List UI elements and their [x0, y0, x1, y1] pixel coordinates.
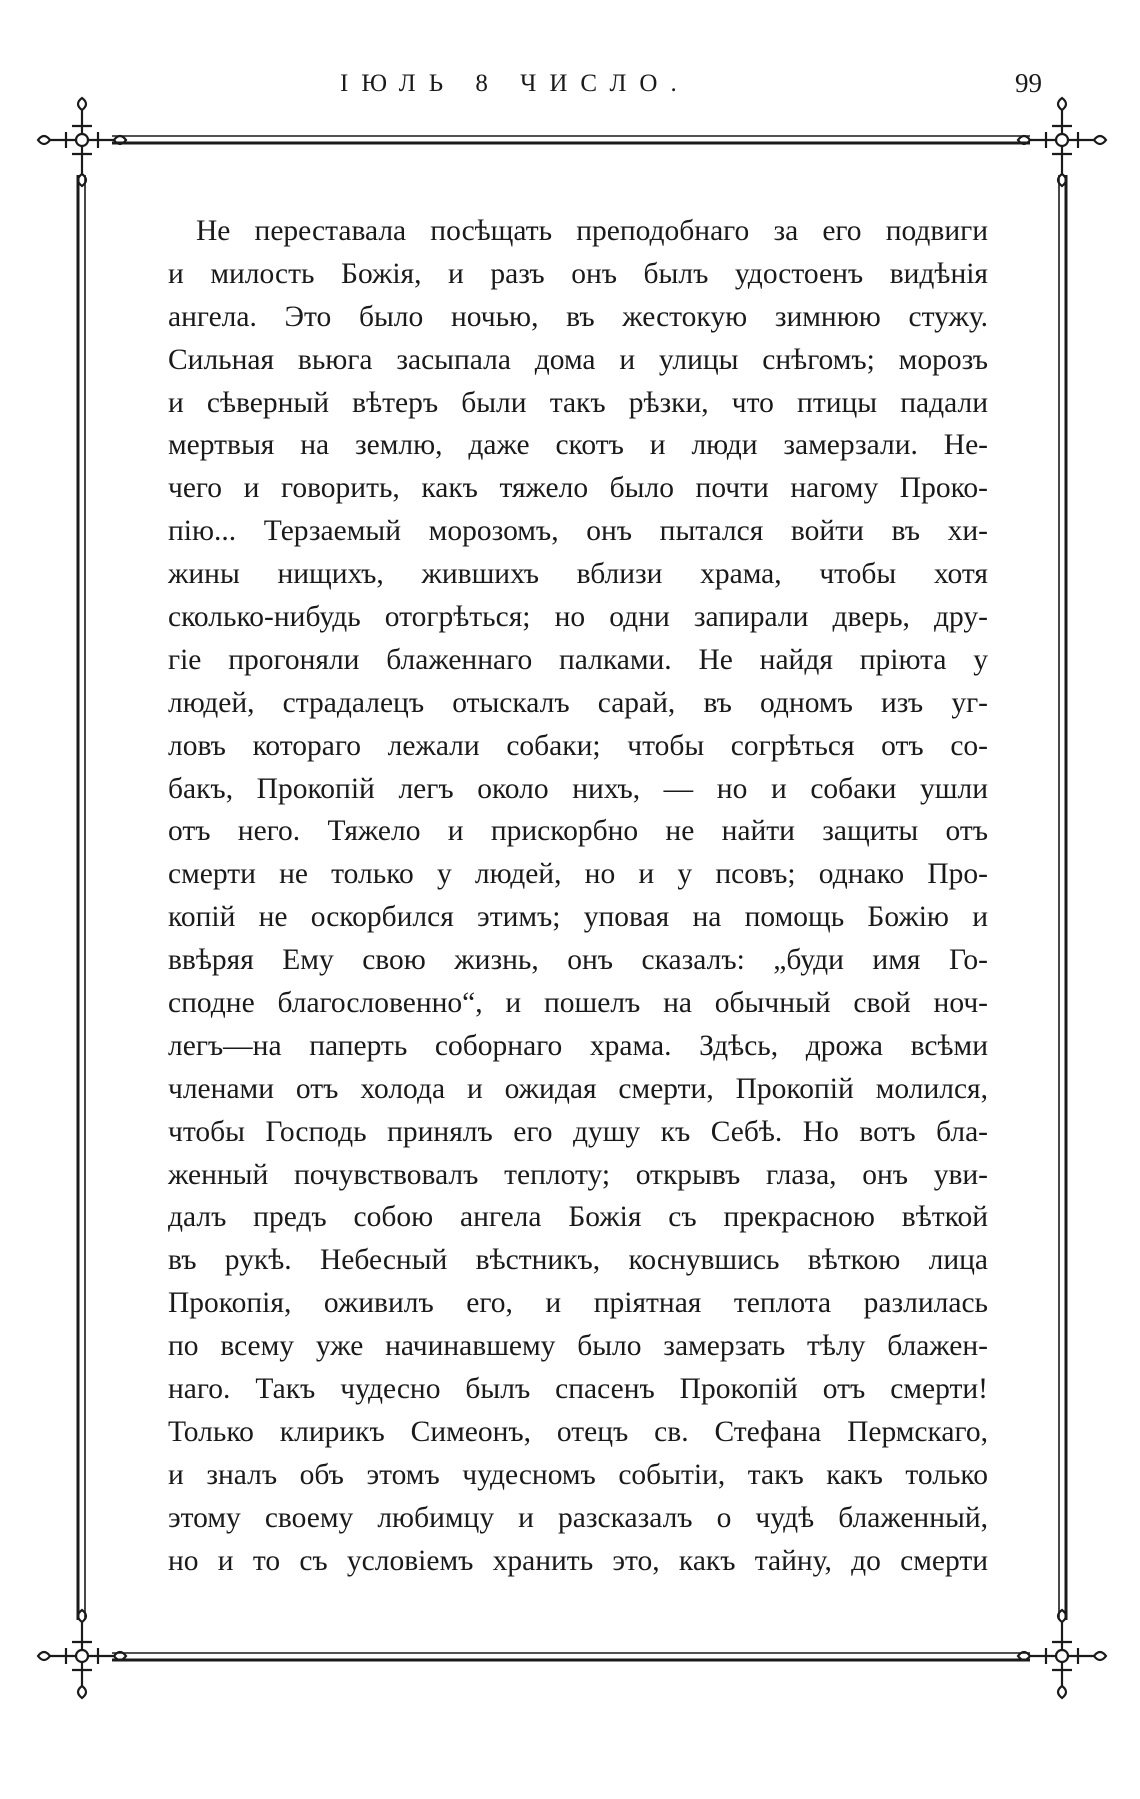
text-line: Сильная вьюга засыпала дома и улицы снѣгомъ; морозъ: [168, 343, 988, 376]
text-line: Только клирикъ Симеонъ, отецъ св. Стефана Пермскаго,: [168, 1415, 988, 1448]
text-line: людей, страдалецъ отыскалъ сарай, въ одномъ изъ уг-: [168, 686, 988, 719]
text-line: наго. Такъ чудесно былъ спасенъ Прокопій отъ смерти!: [168, 1373, 988, 1406]
cross-flourish-icon: [38, 1610, 126, 1698]
text-line: въ рукѣ. Небесный вѣстникъ, коснувшись вѣткою лица: [168, 1244, 988, 1277]
text-line: ангела. Это было ночью, въ жестокую зимнюю стужу.: [168, 300, 988, 333]
text-line: сколько-нибудь отогрѣться; но одни запирали дверь, дру-: [168, 601, 988, 634]
text-line: далъ предъ собою ангела Божія съ прекрасною вѣткой: [168, 1201, 988, 1234]
body-text: [168, 210, 988, 1583]
text-line: Прокопія, оживилъ его, и пріятная теплота разлилась: [168, 1287, 988, 1320]
text-line: чтобы Господь принялъ его душу къ Себѣ. Но вотъ бла-: [168, 1115, 988, 1148]
text-line: легъ—на паперть соборнаго храма. Здѣсь, дрожа всѣми: [168, 1029, 988, 1062]
cross-flourish-icon: [1018, 98, 1106, 186]
text-line: гіе прогоняли блаженнаго палками. Не найдя пріюта у: [168, 643, 988, 676]
text-line: ловъ котораго лежали собаки; чтобы согрѣться отъ со-: [168, 729, 988, 762]
text-line: сподне благословенно“, и пошелъ на обычный свой ноч-: [168, 987, 988, 1020]
text-line: но и то съ условіемъ хранить это, какъ тайну, до смерти: [168, 1544, 988, 1577]
text-line: отъ него. Тяжело и прискорбно не найти защиты отъ: [168, 815, 988, 848]
text-line: по всему уже начинавшему было замерзать тѣлу блажен-: [168, 1330, 988, 1363]
text-line: женный почувствовалъ теплоту; открывъ глаза, онъ уви-: [168, 1158, 988, 1191]
text-line: ввѣряя Ему свою жизнь, онъ сказалъ: „буди имя Го-: [168, 944, 988, 977]
text-line: членами отъ холода и ожидая смерти, Прокопій молился,: [168, 1072, 988, 1105]
text-line: и зналъ объ этомъ чудесномъ событіи, такъ какъ только: [168, 1458, 988, 1491]
text-line: и милость Божія, и разъ онъ былъ удостоенъ видѣнія: [168, 257, 988, 290]
text-line: смерти не только у людей, но и у псовъ; однако Про-: [168, 858, 988, 891]
cross-flourish-icon: [1018, 1610, 1106, 1698]
page-number: 99: [1015, 68, 1042, 98]
text-line: пію... Терзаемый морозомъ, онъ пытался войти въ хи-: [168, 515, 988, 548]
text-line: чего и говорить, какъ тяжело было почти нагому Проко-: [168, 472, 988, 505]
text-line: и сѣверный вѣтеръ были такъ рѣзки, что птицы падали: [168, 386, 988, 419]
running-title: ІЮЛЬ 8 ЧИСЛО.: [340, 70, 690, 97]
text-line: мертвыя на землю, даже скотъ и люди замерзали. Не-: [168, 429, 988, 462]
text-line: жины нищихъ, жившихъ вблизи храма, чтобы хотя: [168, 558, 988, 591]
text-line: Не переставала посѣщать преподобнаго за его подвиги: [196, 215, 988, 247]
text-line: бакъ, Прокопій легъ около нихъ, — но и собаки ушли: [168, 772, 988, 805]
text-line: этому своему любимцу и разсказалъ о чудѣ блаженный,: [168, 1501, 988, 1534]
text-line: копій не оскорбился этимъ; уповая на помощь Божію и: [168, 901, 988, 934]
